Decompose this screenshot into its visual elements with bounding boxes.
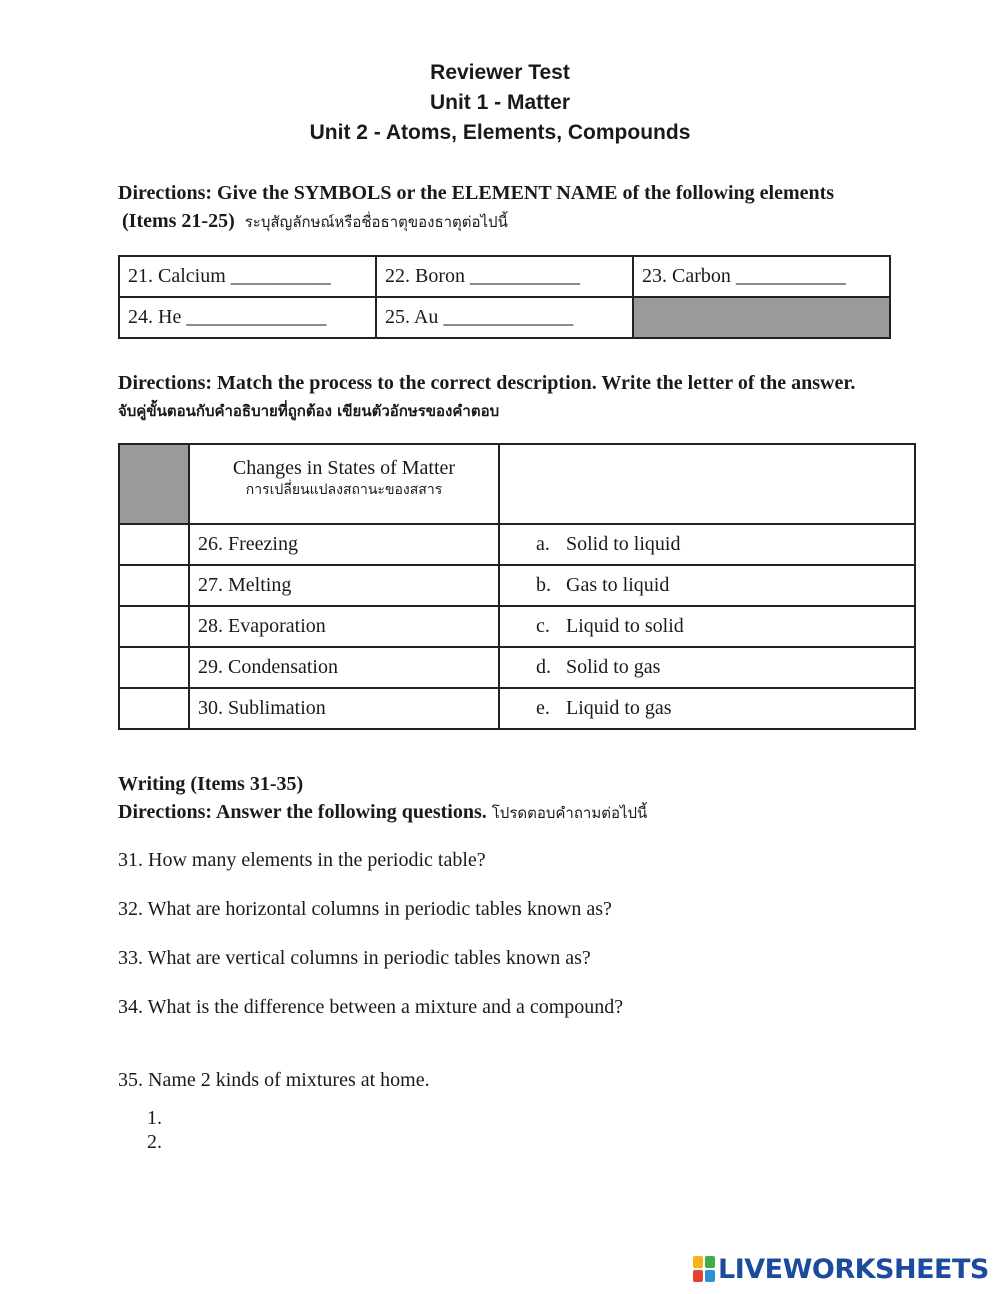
writing-title: Writing (Items 31-35) [118,773,304,795]
matching-header: Changes in States of Matter [232,457,456,479]
table-row [119,688,915,729]
process-label: 26. Freezing [189,524,499,565]
process-label: 30. Sublimation [189,688,499,729]
section2-thai: จับคู่ขั้นตอนกับคำอธิบายที่ถูกต้อง เขียนตัวอักษรของคำตอบ [118,402,500,420]
description-cell [499,565,915,606]
matching-header-cell [189,444,499,524]
element-cell-23[interactable]: 23. Carbon ___________ [633,256,890,297]
header-grey-cell [119,444,189,524]
answer-box-30[interactable] [119,688,189,729]
section2-directions: Directions: Match the process to the correct description. Write the letter of the answer. [118,372,856,394]
logo-text: LIVEWORKSHEETS [718,1253,989,1285]
writing-directions-line [118,799,647,826]
description-cell [499,688,915,729]
answer-box-29[interactable] [119,647,189,688]
option-description: Liquid to gas [566,697,672,719]
matching-header-thai: การเปลี่ยนแปลงสถานะของสสาร [245,482,443,498]
process-label: 29. Condensation [189,647,499,688]
option-description: Gas to liquid [566,574,670,596]
option-description: Solid to liquid [566,533,681,555]
table-row [119,606,915,647]
writing-directions: Directions: Answer the following questions. [118,801,487,823]
element-cell-22[interactable]: 22. Boron ___________ [376,256,633,297]
section1-directions: Directions: Give the SYMBOLS or the ELEMENT NAME of the following elements [118,182,835,204]
unit1-heading: Unit 1 - Matter [429,91,570,114]
answer-line-1[interactable]: 1. [147,1107,162,1129]
element-cell-21[interactable]: 21. Calcium __________ [119,256,376,297]
answer-line-2[interactable]: 2. [147,1131,162,1153]
table-row [119,524,915,565]
process-label: 27. Melting [189,565,499,606]
question-34: 34. What is the difference between a mixture and a compound? [118,996,624,1018]
description-cell [499,524,915,565]
option-description: Solid to gas [566,656,661,678]
table-row [119,565,915,606]
description-cell [499,606,915,647]
empty-grey-cell [633,297,890,338]
table-row [119,647,915,688]
element-cell-25[interactable]: 25. Au _____________ [376,297,633,338]
element-cell-24[interactable]: 24. He ______________ [119,297,376,338]
page-title: Reviewer Test [430,61,570,84]
option-letter: e. [536,697,550,719]
option-description: Liquid to solid [566,615,684,637]
section1-thai: ระบุสัญลักษณ์หรือชื่อธาตุของธาตุต่อไปนี้ [244,213,508,231]
option-letter: a. [536,533,550,555]
matching-header-blank [499,444,915,524]
liveworksheets-logo [693,1254,989,1284]
logo-mark-icon [693,1256,715,1282]
answer-box-28[interactable] [119,606,189,647]
section1-items-label: (Items 21-25) [122,210,235,232]
option-letter: b. [536,574,551,596]
question-33: 33. What are vertical columns in periodic tables known as? [118,947,591,969]
unit2-heading: Unit 2 - Atoms, Elements, Compounds [309,121,691,144]
element-symbol-table [118,255,891,339]
option-letter: c. [536,615,550,637]
answer-box-27[interactable] [119,565,189,606]
question-32: 32. What are horizontal columns in periodic tables known as? [118,898,612,920]
process-label: 28. Evaporation [189,606,499,647]
question-31: 31. How many elements in the periodic table? [118,849,486,871]
option-letter: d. [536,656,551,678]
matching-table [118,443,916,730]
question-35: 35. Name 2 kinds of mixtures at home. [118,1069,430,1091]
section1-items-line [122,208,508,235]
writing-thai: โปรดตอบคำถามต่อไปนี้ [491,804,648,822]
answer-box-26[interactable] [119,524,189,565]
description-cell [499,647,915,688]
